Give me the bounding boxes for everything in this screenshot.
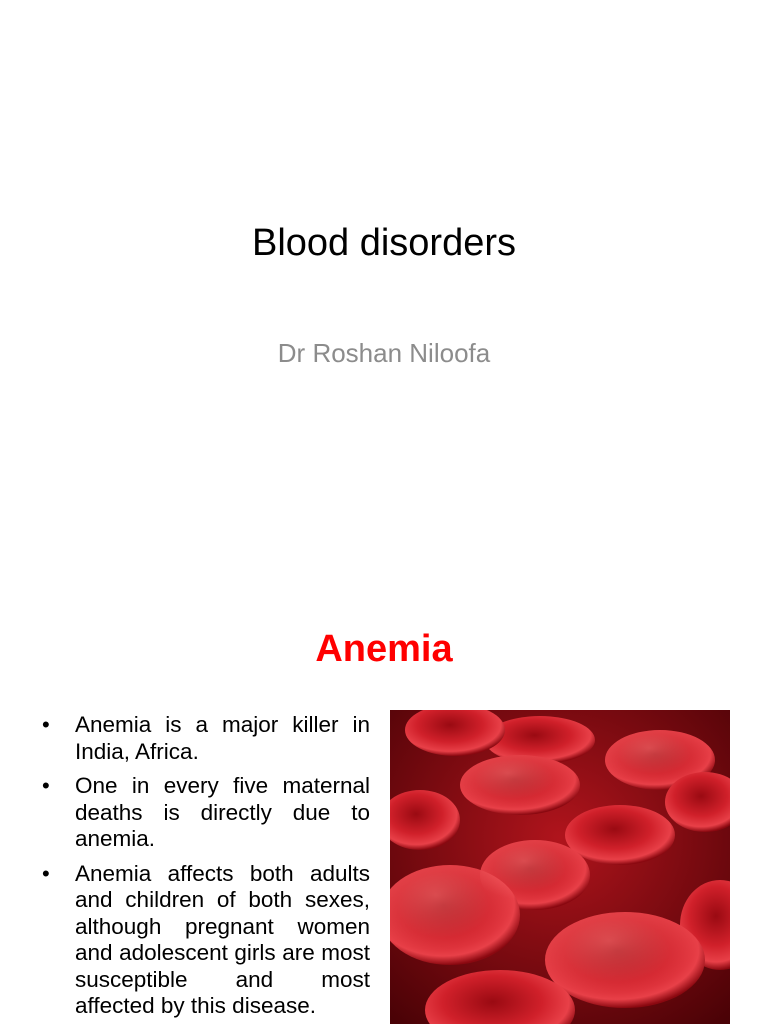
bullet-item [42,861,370,1020]
bullet-text: Anemia is a major killer in India, Africa. [75,712,370,764]
bullet-item [42,773,370,853]
bullet-icon: • [42,773,50,798]
bullet-text: One in every five maternal deaths is directly due to anemia. [75,773,370,851]
red-blood-cells-image [390,710,730,1024]
anemia-slide [0,576,768,1024]
slide-title: Anemia [315,628,453,670]
slide-subtitle: Dr Roshan Niloofa [277,338,491,368]
bullet-icon: • [42,860,50,886]
bullet-icon: • [42,712,50,737]
bullet-list [42,712,370,1024]
slide-title: Blood disorders [251,222,517,264]
bullet-text: Anemia affects both adults and children of both sexes, although pregnant women and adolescent girls are most susceptible and most affected by this disease. [75,860,370,1018]
bullet-item [42,712,370,765]
